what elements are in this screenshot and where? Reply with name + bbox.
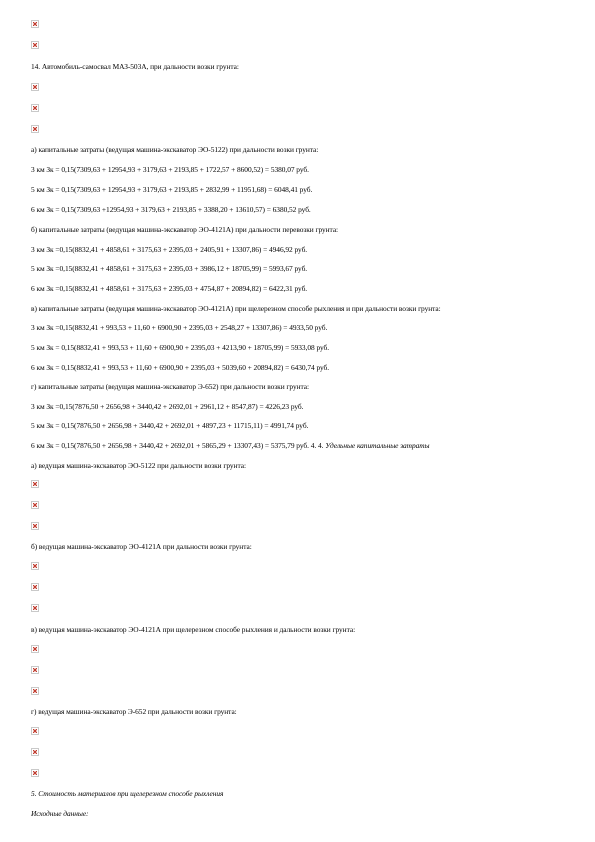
broken-image-icon (31, 522, 39, 530)
paragraph-b-heading: б) капитальные затраты (ведущая машина-экскаватор ЭО-4121А) при дальности перевозки грунта: (31, 225, 339, 234)
formula-v-5km: 5 км Зк = 0,15(8832,41 + 993,53 + 11,60 + 6900,90 + 2395,03 + 4213,90 + 18705,99) = 5933,08 руб. (31, 343, 330, 352)
formula-a-5km: 5 км Зк = 0,15(7309,63 + 12954,93 + 3179,63 + 2193,85 + 2832,99 + 11951,68) = 6048,41 руб. (31, 185, 313, 194)
broken-image-icon (31, 20, 39, 28)
section-title-specific-capital-costs: Удельные капитальные затраты (325, 441, 430, 450)
broken-image-icon (31, 501, 39, 509)
paragraph-g-heading: г) капитальные затраты (ведущая машина-экскаватор Э-652) при дальности возки грунта: (31, 382, 310, 391)
formula-v-3km: 3 км Зк =0,15(8832,41 + 993,53 + 11,60 + 6900,90 + 2395,03 + 2548,27 + 13307,86) = 4933,50 руб. (31, 323, 328, 332)
broken-image-icon (31, 125, 39, 133)
broken-image-icon (31, 727, 39, 735)
broken-image-icon (31, 83, 39, 91)
formula-a-3km: 3 км Зк = 0,15(7309,63 + 12954,93 + 3179,63 + 2193,85 + 1722,57 + 8600,52) = 5380,07 руб. (31, 165, 309, 174)
broken-image-icon (31, 645, 39, 653)
broken-image-icon (31, 41, 39, 49)
section-5-heading: 5. Стоимость материалов при щелерезном способе рыхления (31, 789, 224, 798)
formula-g-6km-line (31, 441, 430, 450)
broken-image-icon (31, 104, 39, 112)
source-data-label: Исходные данные: (31, 809, 89, 818)
section-heading-14: 14. Автомобиль-самосвал МАЗ-503А, при дальности возки грунта: (31, 62, 239, 71)
formula-b-3km: 3 км Зк =0,15(8832,41 + 4858,61 + 3175,63 + 2395,03 + 2405,91 + 13307,86) = 4946,92 руб. (31, 245, 308, 254)
formula-v-6km: 6 км Зк = 0,15(8832,41 + 993,53 + 11,60 + 6900,90 + 2395,03 + 5039,60 + 20894,82) = 6430,74 руб. (31, 363, 330, 372)
specific-b-heading: б) ведущая машина-экскаватор ЭО-4121А при дальности возки грунта: (31, 542, 252, 551)
paragraph-v-heading: в) капитальные затраты (ведущая машина-экскаватор ЭО-4121А) при щелерезном способе рыхления и при дальности возки грунта: (31, 304, 441, 313)
paragraph-a-heading: а) капитальные затраты (ведущая машина-экскаватор ЭО-5122) при дальности возки грунта: (31, 145, 319, 154)
formula-a-6km: 6 км Зк = 0,15(7309,63 +12954,93 + 3179,63 + 2193,85 + 3388,20 + 13610,57) = 6380,52 руб. (31, 205, 311, 214)
broken-image-icon (31, 769, 39, 777)
specific-v-heading: в) ведущая машина-экскаватор ЭО-4121А при щелерезном способе рыхления и дальности возки грунта: (31, 625, 356, 634)
broken-image-icon (31, 480, 39, 488)
broken-image-icon (31, 687, 39, 695)
broken-image-icon (31, 666, 39, 674)
formula-g-3km: 3 км Зк =0,15(7876,50 + 2656,98 + 3440,42 + 2692,01 + 2961,12 + 8547,87) = 4226,23 руб. (31, 402, 304, 411)
section-number-4-4: 4. 4. (310, 441, 324, 450)
formula-g-6km: 6 км Зк = 0,15(7876,50 + 2656,98 + 3440,42 + 2692,01 + 5865,29 + 13307,43) = 5375,79 руб. (31, 441, 309, 450)
broken-image-icon (31, 748, 39, 756)
broken-image-icon (31, 583, 39, 591)
specific-a-heading: а) ведущая машина-экскаватор ЭО-5122 при дальности возки грунта: (31, 461, 246, 470)
broken-image-icon (31, 562, 39, 570)
specific-g-heading: г) ведущая машина-экскаватор Э-652 при дальности возки грунта: (31, 707, 237, 716)
formula-b-5km: 5 км Зк =0,15(8832,41 + 4858,61 + 3175,63 + 2395,03 + 3986,12 + 18705,99) = 5993,67 руб. (31, 264, 308, 273)
broken-image-icon (31, 604, 39, 612)
formula-g-5km: 5 км Зк = 0,15(7876,50 + 2656,98 + 3440,42 + 2692,01 + 4897,23 + 11715,11) = 4991,74 руб. (31, 421, 309, 430)
formula-b-6km: 6 км Зк =0,15(8832,41 + 4858,61 + 3175,63 + 2395,03 + 4754,87 + 20894,82) = 6422,31 руб. (31, 284, 308, 293)
